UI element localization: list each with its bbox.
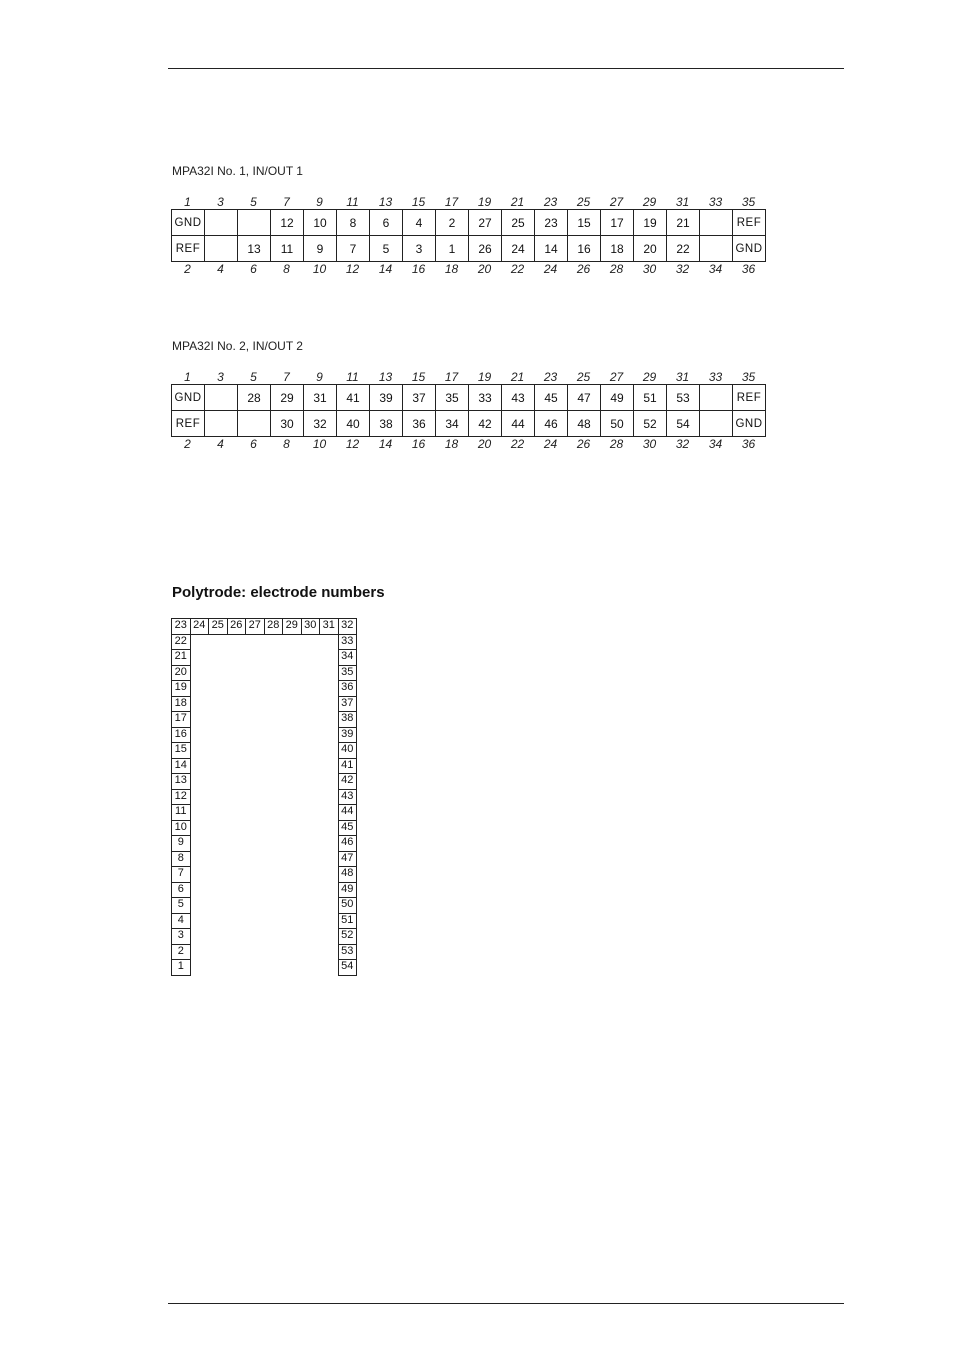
channel-cell: 24 <box>502 236 535 262</box>
pin-number: 12 <box>345 437 360 451</box>
channel-cell: 43 <box>502 385 535 411</box>
pin-number: 26 <box>576 262 591 276</box>
channel-cell: 54 <box>667 411 700 437</box>
electrode-cell: 17 <box>171 711 191 728</box>
pin-number: 25 <box>576 370 591 384</box>
channel-cell <box>238 411 271 437</box>
electrode-cell: 22 <box>171 634 191 651</box>
pin-number: 4 <box>217 262 224 276</box>
pin-number: 7 <box>283 370 290 384</box>
electrode-cell: 29 <box>282 618 302 635</box>
connector-1-table <box>171 209 766 262</box>
pin-number: 15 <box>411 195 426 209</box>
pin-number: 10 <box>312 437 327 451</box>
electrode-cell: 49 <box>338 882 358 899</box>
electrode-cell: 7 <box>171 866 191 883</box>
channel-cell: 33 <box>469 385 502 411</box>
connector-row <box>172 411 766 437</box>
channel-cell: 34 <box>436 411 469 437</box>
electrode-cell: 37 <box>338 696 358 713</box>
pin-number: 17 <box>444 195 459 209</box>
channel-cell: 20 <box>634 236 667 262</box>
electrode-cell: 43 <box>338 789 358 806</box>
channel-cell: 38 <box>370 411 403 437</box>
electrode-cell: 1 <box>171 959 191 976</box>
electrode-cell: 18 <box>171 696 191 713</box>
channel-cell <box>205 411 238 437</box>
pin-number: 21 <box>510 195 525 209</box>
electrode-cell: 30 <box>301 618 321 635</box>
electrode-cell: 26 <box>227 618 247 635</box>
channel-cell: 7 <box>337 236 370 262</box>
channel-cell: 42 <box>469 411 502 437</box>
electrode-cell: 20 <box>171 665 191 682</box>
electrode-cell: 23 <box>171 618 191 635</box>
channel-cell: 46 <box>535 411 568 437</box>
connector-1-top-pins <box>171 195 765 209</box>
electrode-cell: 36 <box>338 680 358 697</box>
pin-number: 3 <box>217 370 224 384</box>
pin-number: 31 <box>675 195 690 209</box>
connector-row <box>172 210 766 236</box>
pin-number: 32 <box>675 437 690 451</box>
channel-cell: REF <box>733 210 766 236</box>
pin-number: 35 <box>741 370 756 384</box>
channel-cell: 17 <box>601 210 634 236</box>
pin-number: 30 <box>642 437 657 451</box>
channel-cell: 9 <box>304 236 337 262</box>
electrode-cell: 53 <box>338 944 358 961</box>
connector-2-caption: MPA32I No. 2, IN/OUT 2 <box>172 339 303 353</box>
electrode-cell: 3 <box>171 928 191 945</box>
channel-cell: 21 <box>667 210 700 236</box>
pin-number: 2 <box>184 437 191 451</box>
electrode-cell: 11 <box>171 804 191 821</box>
pin-number: 13 <box>378 195 393 209</box>
channel-cell: 1 <box>436 236 469 262</box>
electrode-cell: 40 <box>338 742 358 759</box>
channel-cell: 49 <box>601 385 634 411</box>
channel-cell: 14 <box>535 236 568 262</box>
channel-cell: 11 <box>271 236 304 262</box>
pin-number: 36 <box>741 262 756 276</box>
electrode-cell: 27 <box>245 618 265 635</box>
channel-cell: 36 <box>403 411 436 437</box>
electrode-cell: 32 <box>338 618 358 635</box>
pin-number: 11 <box>346 370 359 384</box>
electrode-cell: 50 <box>338 897 358 914</box>
channel-cell: 8 <box>337 210 370 236</box>
pin-number: 25 <box>576 195 591 209</box>
channel-cell: 4 <box>403 210 436 236</box>
channel-cell: 48 <box>568 411 601 437</box>
pin-number: 8 <box>283 262 290 276</box>
electrode-cell: 6 <box>171 882 191 899</box>
channel-cell: 23 <box>535 210 568 236</box>
pin-number: 18 <box>444 437 459 451</box>
pin-number: 27 <box>609 370 624 384</box>
connector-2-top-pins <box>171 370 765 384</box>
connector-1-caption: MPA32I No. 1, IN/OUT 1 <box>172 164 303 178</box>
channel-cell: 6 <box>370 210 403 236</box>
pin-number: 17 <box>444 370 459 384</box>
pin-number: 8 <box>283 437 290 451</box>
electrode-cell: 25 <box>208 618 228 635</box>
channel-cell: GND <box>733 411 766 437</box>
pin-number: 2 <box>184 262 191 276</box>
channel-cell: 22 <box>667 236 700 262</box>
pin-number: 3 <box>217 195 224 209</box>
channel-cell: 41 <box>337 385 370 411</box>
pin-number: 5 <box>250 370 257 384</box>
pin-number: 19 <box>477 370 492 384</box>
electrode-cell: 42 <box>338 773 358 790</box>
pin-number: 6 <box>250 262 257 276</box>
pin-number: 29 <box>642 195 657 209</box>
pin-number: 26 <box>576 437 591 451</box>
electrode-cell: 38 <box>338 711 358 728</box>
pin-number: 1 <box>184 195 191 209</box>
pin-number: 33 <box>708 195 723 209</box>
electrode-cell: 9 <box>171 835 191 852</box>
pin-number: 12 <box>345 262 360 276</box>
pin-number: 16 <box>411 437 426 451</box>
pin-number: 20 <box>477 437 492 451</box>
channel-cell: 44 <box>502 411 535 437</box>
channel-cell: 29 <box>271 385 304 411</box>
channel-cell: 39 <box>370 385 403 411</box>
connector-row <box>172 385 766 411</box>
pin-number: 24 <box>543 437 558 451</box>
channel-cell: 13 <box>238 236 271 262</box>
connector-2-table <box>171 384 766 437</box>
pin-number: 16 <box>411 262 426 276</box>
electrode-cell: 33 <box>338 634 358 651</box>
electrode-cell: 5 <box>171 897 191 914</box>
pin-number: 9 <box>316 370 323 384</box>
pin-number: 29 <box>642 370 657 384</box>
pin-number: 19 <box>477 195 492 209</box>
channel-cell: 45 <box>535 385 568 411</box>
electrode-cell: 48 <box>338 866 358 883</box>
pin-number: 35 <box>741 195 756 209</box>
electrode-cell: 46 <box>338 835 358 852</box>
electrode-cell: 35 <box>338 665 358 682</box>
electrode-cell: 24 <box>190 618 210 635</box>
channel-cell <box>205 236 238 262</box>
channel-cell <box>700 210 733 236</box>
electrode-cell: 15 <box>171 742 191 759</box>
polytrode-diagram <box>171 618 357 976</box>
pin-number: 34 <box>708 437 723 451</box>
electrode-cell: 31 <box>319 618 339 635</box>
channel-cell <box>700 385 733 411</box>
channel-cell: 25 <box>502 210 535 236</box>
channel-cell: 53 <box>667 385 700 411</box>
pin-number: 23 <box>543 370 558 384</box>
pin-number: 7 <box>283 195 290 209</box>
electrode-cell: 14 <box>171 758 191 775</box>
channel-cell <box>700 411 733 437</box>
connector-1-bottom-pins <box>171 262 765 276</box>
pin-number: 22 <box>510 262 525 276</box>
electrode-cell: 2 <box>171 944 191 961</box>
channel-cell: 19 <box>634 210 667 236</box>
channel-cell: REF <box>733 385 766 411</box>
pin-number: 24 <box>543 262 558 276</box>
channel-cell: 37 <box>403 385 436 411</box>
channel-cell: 47 <box>568 385 601 411</box>
channel-cell: 10 <box>304 210 337 236</box>
pin-number: 6 <box>250 437 257 451</box>
electrode-cell: 16 <box>171 727 191 744</box>
pin-number: 28 <box>609 262 624 276</box>
channel-cell: GND <box>172 210 205 236</box>
channel-cell: 3 <box>403 236 436 262</box>
footer-rule <box>168 1303 844 1304</box>
channel-cell: REF <box>172 236 205 262</box>
electrode-cell: 10 <box>171 820 191 837</box>
pin-number: 33 <box>708 370 723 384</box>
channel-cell: 52 <box>634 411 667 437</box>
channel-cell: 15 <box>568 210 601 236</box>
pin-number: 23 <box>543 195 558 209</box>
channel-cell: 18 <box>601 236 634 262</box>
pin-number: 10 <box>312 262 327 276</box>
electrode-cell: 54 <box>338 959 358 976</box>
channel-cell: GND <box>172 385 205 411</box>
electrode-cell: 21 <box>171 649 191 666</box>
channel-cell <box>205 210 238 236</box>
electrode-cell: 47 <box>338 851 358 868</box>
channel-cell: 12 <box>271 210 304 236</box>
channel-cell: 28 <box>238 385 271 411</box>
channel-cell <box>238 210 271 236</box>
pin-number: 20 <box>477 262 492 276</box>
electrode-cell: 28 <box>264 618 284 635</box>
channel-cell: 30 <box>271 411 304 437</box>
pin-number: 5 <box>250 195 257 209</box>
connector-2-bottom-pins <box>171 437 765 451</box>
electrode-cell: 44 <box>338 804 358 821</box>
channel-cell: GND <box>733 236 766 262</box>
pin-number: 1 <box>184 370 191 384</box>
pin-number: 9 <box>316 195 323 209</box>
pin-number: 36 <box>741 437 756 451</box>
pin-number: 4 <box>217 437 224 451</box>
pin-number: 13 <box>378 370 393 384</box>
pin-number: 32 <box>675 262 690 276</box>
electrode-cell: 52 <box>338 928 358 945</box>
channel-cell: REF <box>172 411 205 437</box>
electrode-cell: 13 <box>171 773 191 790</box>
electrode-cell: 8 <box>171 851 191 868</box>
channel-cell: 16 <box>568 236 601 262</box>
connector-row <box>172 236 766 262</box>
electrode-cell: 51 <box>338 913 358 930</box>
channel-cell: 32 <box>304 411 337 437</box>
pin-number: 18 <box>444 262 459 276</box>
channel-cell <box>205 385 238 411</box>
header-rule <box>168 68 844 69</box>
pin-number: 11 <box>346 195 359 209</box>
channel-cell: 35 <box>436 385 469 411</box>
pin-number: 14 <box>378 437 393 451</box>
electrode-cell: 4 <box>171 913 191 930</box>
pin-number: 34 <box>708 262 723 276</box>
pin-number: 22 <box>510 437 525 451</box>
pin-number: 28 <box>609 437 624 451</box>
pin-number: 30 <box>642 262 657 276</box>
electrode-cell: 12 <box>171 789 191 806</box>
electrode-cell: 19 <box>171 680 191 697</box>
electrode-cell: 45 <box>338 820 358 837</box>
pin-number: 14 <box>378 262 393 276</box>
pin-number: 15 <box>411 370 426 384</box>
electrode-cell: 39 <box>338 727 358 744</box>
channel-cell: 5 <box>370 236 403 262</box>
polytrode-heading: Polytrode: electrode numbers <box>172 584 385 601</box>
channel-cell: 50 <box>601 411 634 437</box>
pin-number: 21 <box>510 370 525 384</box>
pin-number: 31 <box>675 370 690 384</box>
channel-cell: 2 <box>436 210 469 236</box>
channel-cell <box>700 236 733 262</box>
channel-cell: 27 <box>469 210 502 236</box>
pin-number: 27 <box>609 195 624 209</box>
channel-cell: 51 <box>634 385 667 411</box>
channel-cell: 31 <box>304 385 337 411</box>
channel-cell: 40 <box>337 411 370 437</box>
electrode-cell: 34 <box>338 649 358 666</box>
channel-cell: 26 <box>469 236 502 262</box>
electrode-cell: 41 <box>338 758 358 775</box>
